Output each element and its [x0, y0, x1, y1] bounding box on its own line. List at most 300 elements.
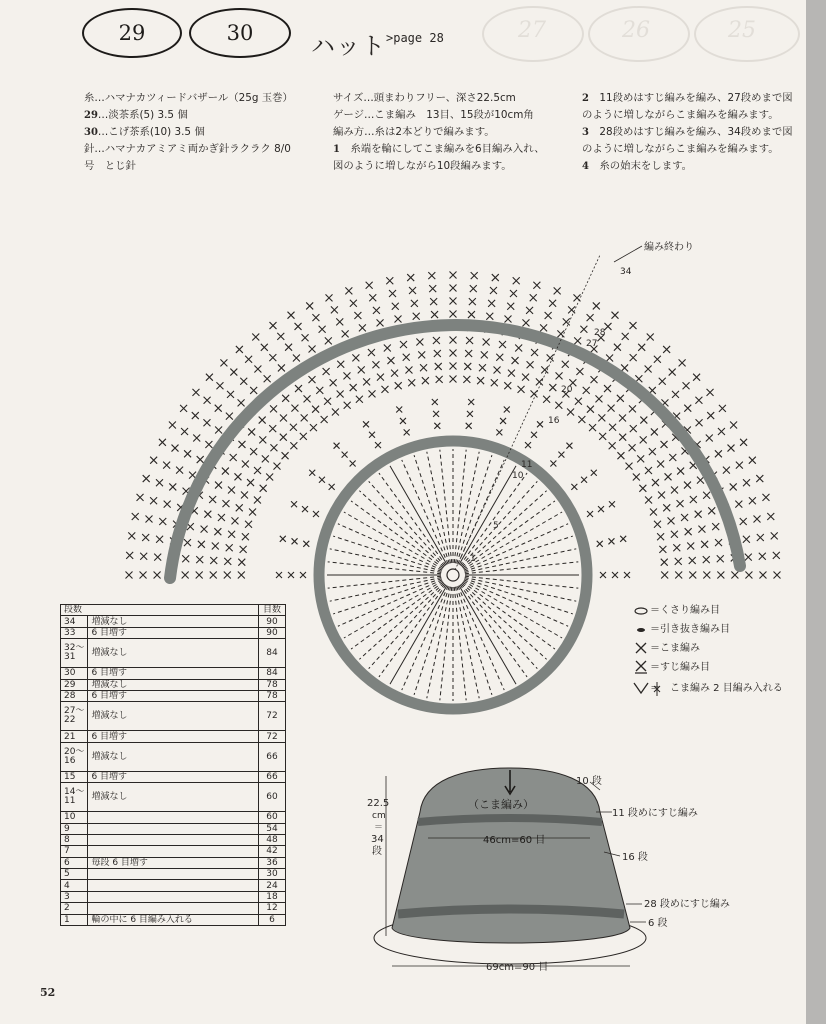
- stitch-mark: [695, 397, 702, 404]
- stitch-mark: [687, 543, 694, 550]
- stitch-mark: [302, 334, 309, 341]
- stitch-mark: [745, 572, 752, 579]
- stitch-mark: [276, 572, 282, 578]
- stitch-mark: [731, 572, 738, 579]
- stitch-mark: [140, 572, 147, 579]
- stitch-mark: [483, 339, 490, 346]
- table-cell-row: 3: [61, 891, 88, 902]
- stitch-mark: [743, 536, 750, 543]
- stitch-spoke: [464, 579, 572, 614]
- stitch-spoke: [455, 587, 479, 699]
- stitch-mark: [309, 470, 315, 476]
- stitch-mark: [679, 359, 686, 366]
- stitch-mark: [420, 364, 427, 371]
- stitch-mark: [654, 356, 661, 363]
- stitch-mark: [197, 456, 204, 463]
- stitch-mark: [640, 436, 647, 443]
- stitch-mark: [435, 363, 442, 370]
- stitch-mark: [745, 554, 752, 561]
- stitch-mark: [326, 294, 333, 301]
- table-cell-row: 9: [61, 823, 88, 834]
- table-cell-count: 78: [259, 679, 286, 690]
- stitch-mark: [254, 496, 261, 503]
- stitch-mark: [236, 504, 243, 511]
- page-number: 52: [40, 986, 56, 999]
- stitch-mark: [220, 359, 227, 366]
- stitch-mark: [372, 361, 379, 368]
- ghost-number: 26: [622, 18, 650, 43]
- stitch-mark: [568, 306, 575, 313]
- stitch-mark: [319, 477, 325, 483]
- stitch-mark: [695, 511, 702, 518]
- step-1: 1 糸端を輪にしてこま編みを6目編み入れ、図のように増しながら10段編みます。: [333, 143, 545, 172]
- stitch-mark: [663, 504, 670, 511]
- table-cell-count: 36: [259, 857, 286, 868]
- stitch-mark: [418, 351, 425, 358]
- stitch-mark: [363, 378, 370, 385]
- stitch-mark: [450, 298, 457, 305]
- stitch-mark: [467, 411, 473, 417]
- stitch-mark: [215, 426, 222, 433]
- stitch-mark: [583, 387, 590, 394]
- round-number: 20: [561, 385, 573, 395]
- stitch-mark: [359, 324, 366, 331]
- table-cell-row: 6: [61, 857, 88, 868]
- stitch-mark: [759, 553, 766, 560]
- stitch-mark: [486, 313, 493, 320]
- stitch-mark: [496, 429, 502, 435]
- stitch-spoke: [427, 452, 451, 564]
- table-cell-row: 29: [61, 679, 88, 690]
- stitch-mark: [358, 366, 365, 373]
- table-cell-note: 増減なし: [88, 783, 259, 812]
- stitch-mark: [270, 444, 277, 451]
- table-cell-count: 66: [259, 771, 286, 782]
- stitch-mark: [260, 485, 267, 492]
- stitch-spoke: [455, 452, 479, 564]
- stitch-mark: [214, 528, 221, 535]
- stitch-mark: [507, 303, 514, 310]
- color-29: 29…淡茶系(5) 3.5 個: [84, 109, 188, 121]
- stitch-mark: [212, 543, 219, 550]
- stitch-mark: [368, 349, 375, 356]
- stitch-mark: [269, 322, 276, 329]
- stitch-mark: [450, 285, 457, 292]
- stitch-spoke: [457, 455, 492, 563]
- stitch-mark: [477, 377, 484, 384]
- stitch-mark: [639, 485, 646, 492]
- stitch-mark: [608, 538, 614, 544]
- table-cell-row: 21: [61, 731, 88, 742]
- stitch-mark: [518, 386, 525, 393]
- stitch-mark: [675, 572, 682, 579]
- stitch-mark: [193, 435, 200, 442]
- stitch-mark: [450, 376, 457, 383]
- stitch-mark: [620, 536, 626, 542]
- table-cell-count: 24: [259, 880, 286, 891]
- table-cell-note: 6 目増す: [88, 771, 259, 782]
- table-cell-row: 20〜16: [61, 742, 88, 771]
- stitch-mark: [196, 572, 203, 579]
- stitch-mark: [735, 501, 742, 508]
- stitch-mark: [630, 425, 637, 432]
- stitch-mark: [707, 389, 714, 396]
- stitch-spoke: [460, 473, 527, 565]
- stitch-mark: [659, 546, 666, 553]
- stitch-mark: [377, 319, 384, 326]
- stitch-mark: [215, 405, 222, 412]
- stitch-mark: [242, 533, 249, 540]
- table-cell-note: 6 目増す: [88, 627, 259, 638]
- stitch-mark: [319, 326, 326, 333]
- pattern-number-30: 30: [189, 8, 291, 58]
- stitch-mark: [407, 274, 414, 281]
- stitch-mark: [400, 341, 407, 348]
- table-row: [61, 679, 286, 690]
- stitch-mark: [563, 318, 570, 325]
- bottom-size-label: 69cm=90 目: [486, 962, 549, 973]
- stitch-mark: [599, 433, 606, 440]
- table-row: [61, 731, 286, 742]
- stitch-mark: [280, 536, 286, 542]
- stitch-mark: [657, 533, 664, 540]
- stitch-mark: [466, 337, 473, 344]
- stitch-mark: [504, 407, 510, 413]
- stitch-mark: [369, 294, 376, 301]
- stitch-spoke: [465, 576, 578, 588]
- table-cell-count: 54: [259, 823, 286, 834]
- stitch-mark: [429, 285, 436, 292]
- stitch-mark: [696, 419, 703, 426]
- stitch-spoke: [402, 586, 448, 690]
- stitch-mark: [630, 354, 637, 361]
- stitch-mark: [556, 372, 563, 379]
- stitch-spoke: [338, 524, 442, 570]
- stitch-mark: [400, 418, 406, 424]
- stitch-mark: [645, 365, 652, 372]
- table-cell-count: 18: [259, 891, 286, 902]
- stitch-mark: [719, 405, 726, 412]
- stitch-mark: [693, 374, 700, 381]
- stitch-mark: [159, 439, 166, 446]
- stitch-mark: [154, 572, 161, 579]
- stitch-mark: [630, 322, 637, 329]
- stitch-mark: [137, 494, 144, 501]
- stitch-mark: [238, 441, 245, 448]
- stitch-mark: [342, 452, 348, 458]
- stitch-mark: [668, 517, 675, 524]
- stitch-mark: [675, 558, 682, 565]
- stitch-spoke: [359, 491, 444, 567]
- stitch-mark: [381, 386, 388, 393]
- stitch-mark: [488, 300, 495, 307]
- stitch-mark: [259, 436, 266, 443]
- table-cell-count: 72: [259, 731, 286, 742]
- stitch-mark: [589, 424, 596, 431]
- stitch-mark: [291, 405, 298, 412]
- stitch-mark: [740, 439, 747, 446]
- stitch-mark: [291, 501, 297, 507]
- stitch-mark: [468, 399, 474, 405]
- table-row: [61, 702, 286, 731]
- round-16-label: 16 段: [622, 852, 648, 863]
- stitch-mark: [290, 424, 297, 431]
- table-cell-note: 増減なし: [88, 679, 259, 690]
- stitch-mark: [254, 365, 261, 372]
- stitch-mark: [345, 287, 352, 294]
- stitch-mark: [708, 507, 715, 514]
- stitch-mark: [176, 467, 183, 474]
- method-text: 編み方…糸は2本どりで編みます。: [333, 126, 495, 138]
- stitch-mark: [300, 572, 306, 578]
- stitch-mark: [580, 326, 587, 333]
- stitch-mark: [712, 523, 719, 530]
- table-cell-row: 30: [61, 668, 88, 679]
- stitch-spoke: [379, 473, 446, 565]
- stitch-mark: [698, 526, 705, 533]
- stitch-mark: [504, 382, 511, 389]
- stitch-mark: [491, 379, 498, 386]
- stitch-spoke: [330, 577, 442, 601]
- table-cell-row: 4: [61, 880, 88, 891]
- stitch-mark: [218, 514, 225, 521]
- hat-center-label: （こま編み）: [468, 798, 534, 811]
- stitch-mark: [540, 324, 547, 331]
- stitch-mark: [302, 506, 308, 512]
- stitch-mark: [432, 399, 438, 405]
- stitch-mark: [530, 294, 537, 301]
- stitch-mark: [740, 518, 747, 525]
- stitch-mark: [723, 467, 730, 474]
- stitch-mark: [143, 475, 150, 482]
- stitch-mark: [595, 395, 602, 402]
- stitch-mark: [527, 361, 534, 368]
- stitch-mark: [430, 298, 437, 305]
- stitch-mark: [736, 462, 743, 469]
- stitch-mark: [323, 368, 330, 375]
- stitch-spoke: [464, 524, 568, 570]
- stitch-mark: [701, 541, 708, 548]
- stitch-mark: [612, 312, 619, 319]
- stitch-mark: [622, 333, 629, 340]
- stitch-mark: [526, 307, 533, 314]
- materials-column: [84, 90, 296, 175]
- stitch-mark: [749, 497, 756, 504]
- stitch-mark: [249, 508, 256, 515]
- stitch-mark: [645, 467, 652, 474]
- stitch-mark: [638, 344, 645, 351]
- stitch-mark: [316, 387, 323, 394]
- stitch-spoke: [440, 587, 452, 700]
- stitch-mark: [469, 298, 476, 305]
- slip-stitch-icon: [637, 628, 645, 632]
- stitch-mark: [295, 323, 302, 330]
- stitch-mark: [767, 513, 774, 520]
- stitch-mark: [515, 345, 522, 352]
- stitch-mark: [681, 514, 688, 521]
- stitch-mark: [471, 272, 478, 279]
- stitch-mark: [334, 443, 340, 449]
- stitch-mark: [312, 406, 319, 413]
- crown-size-label: 46cm=60 目: [483, 835, 546, 846]
- stitch-mark: [184, 539, 191, 546]
- stitch-mark: [309, 345, 316, 352]
- stitch-mark: [288, 572, 294, 578]
- stitch-mark: [672, 391, 679, 398]
- stitch-mark: [264, 375, 271, 382]
- table-cell-count: 42: [259, 846, 286, 857]
- stitch-mark: [312, 314, 319, 321]
- stitch-mark: [649, 448, 656, 455]
- stitch-mark: [329, 484, 335, 490]
- stitch-mark: [285, 344, 292, 351]
- stitch-mark: [598, 414, 605, 421]
- stitch-mark: [499, 341, 506, 348]
- table-row: [61, 668, 286, 679]
- table-cell-row: 15: [61, 771, 88, 782]
- table-cell-count: 90: [259, 616, 286, 627]
- stitch-spoke: [465, 562, 578, 574]
- stitch-mark: [591, 376, 598, 383]
- stitch-mark: [201, 526, 208, 533]
- stitch-mark: [587, 314, 594, 321]
- stitch-mark: [558, 452, 564, 458]
- table-cell-note: 6 目増す: [88, 668, 259, 679]
- stitch-mark: [300, 433, 307, 440]
- stitch-mark: [612, 572, 618, 578]
- stitch-mark: [408, 379, 415, 386]
- stitch-mark: [663, 346, 670, 353]
- stitch-mark: [181, 428, 188, 435]
- stitch-mark: [645, 496, 652, 503]
- stitch-mark: [250, 448, 257, 455]
- round-number: 10: [512, 471, 524, 481]
- stitch-mark: [250, 387, 257, 394]
- stitch-mark: [626, 463, 633, 470]
- step-2: 2 11段めはすじ編みを編み、27段めまで図のように増しながらこま編みを編みます。: [582, 92, 793, 121]
- stitch-mark: [450, 363, 457, 370]
- stitch-mark: [756, 475, 763, 482]
- increase-icon: [634, 683, 648, 693]
- table-cell-row: 7: [61, 846, 88, 857]
- stitch-mark: [337, 361, 344, 368]
- table-cell-count: 6: [259, 914, 286, 925]
- stitch-mark: [581, 477, 587, 483]
- stitch-mark: [280, 434, 287, 441]
- stitch-mark: [574, 337, 581, 344]
- ridge-band-round-28: [170, 325, 740, 578]
- stitch-mark: [545, 312, 552, 319]
- stitch-mark: [395, 382, 402, 389]
- stitch-mark: [466, 423, 472, 429]
- stitch-mark: [270, 405, 277, 412]
- table-cell-row: 28: [61, 690, 88, 701]
- stitch-spoke: [328, 576, 441, 588]
- stitch-mark: [282, 452, 289, 459]
- stitch-mark: [759, 572, 766, 579]
- round-6-label: 6 段: [648, 918, 668, 929]
- stitch-mark: [330, 379, 337, 386]
- stitch-mark: [604, 323, 611, 330]
- stitch-spoke: [454, 450, 466, 563]
- table-row: [61, 616, 286, 627]
- stitch-mark: [164, 501, 171, 508]
- table-cell-note: 6 目増す: [88, 731, 259, 742]
- stitch-mark: [689, 557, 696, 564]
- page-title: ハット: [311, 32, 386, 60]
- magic-ring: [447, 569, 459, 581]
- stitch-mark: [629, 444, 636, 451]
- stitch-mark: [227, 391, 234, 398]
- stitch-mark: [236, 346, 243, 353]
- stitch-mark: [210, 557, 217, 564]
- stitch-spoke: [359, 583, 444, 659]
- stitch-mark: [669, 369, 676, 376]
- stitch-mark: [192, 412, 199, 419]
- stitch-mark: [325, 337, 332, 344]
- table-cell-row: 27〜22: [61, 702, 88, 731]
- stitch-mark: [718, 428, 725, 435]
- stitch-mark: [248, 428, 255, 435]
- round-number: 27: [586, 339, 598, 349]
- stitch-mark: [771, 532, 778, 539]
- depth-label: 段: [372, 846, 382, 857]
- table-cell-note: 6 目増す: [88, 690, 259, 701]
- stitch-mark: [404, 429, 410, 435]
- stitch-mark: [566, 443, 572, 449]
- stitch-mark: [650, 508, 657, 515]
- stitch-mark: [617, 452, 624, 459]
- stitch-spoke: [454, 587, 466, 700]
- stitch-mark: [727, 445, 734, 452]
- stitch-mark: [391, 370, 398, 377]
- page-reference: >page 28: [386, 31, 444, 45]
- stitch-mark: [350, 300, 357, 307]
- pattern-number-29: 29: [82, 8, 182, 58]
- stitch-mark: [531, 349, 538, 356]
- stitch-mark: [587, 406, 594, 413]
- stitch-mark: [715, 450, 722, 457]
- stitch-mark: [366, 282, 373, 289]
- stitch-mark: [609, 442, 616, 449]
- stitch-mark: [683, 382, 690, 389]
- stitch-mark: [282, 395, 289, 402]
- table-cell-row: 32〜31: [61, 639, 88, 668]
- stitch-mark: [142, 534, 149, 541]
- stitch-mark: [154, 554, 161, 561]
- stitch-mark: [209, 496, 216, 503]
- stitch-mark: [392, 303, 399, 310]
- stitch-mark: [749, 457, 756, 464]
- depth-label: ＝: [374, 823, 384, 833]
- stitch-mark: [384, 345, 391, 352]
- stitch-mark: [306, 302, 313, 309]
- stitch-spoke: [427, 587, 451, 699]
- stitch-mark: [395, 316, 402, 323]
- stitch-mark: [614, 344, 621, 351]
- stitch-spoke: [464, 536, 572, 571]
- stitch-mark: [352, 354, 359, 361]
- stitch-mark: [224, 572, 231, 579]
- stitch-mark: [703, 492, 710, 499]
- stitch-spoke: [402, 460, 448, 564]
- stitch-mark: [690, 496, 697, 503]
- stitch-mark: [163, 462, 170, 469]
- stitch-mark: [557, 330, 564, 337]
- stitch-mark: [619, 415, 626, 422]
- legend-single-crochet: ＝こま編み: [650, 643, 700, 654]
- stitch-mark: [500, 418, 506, 424]
